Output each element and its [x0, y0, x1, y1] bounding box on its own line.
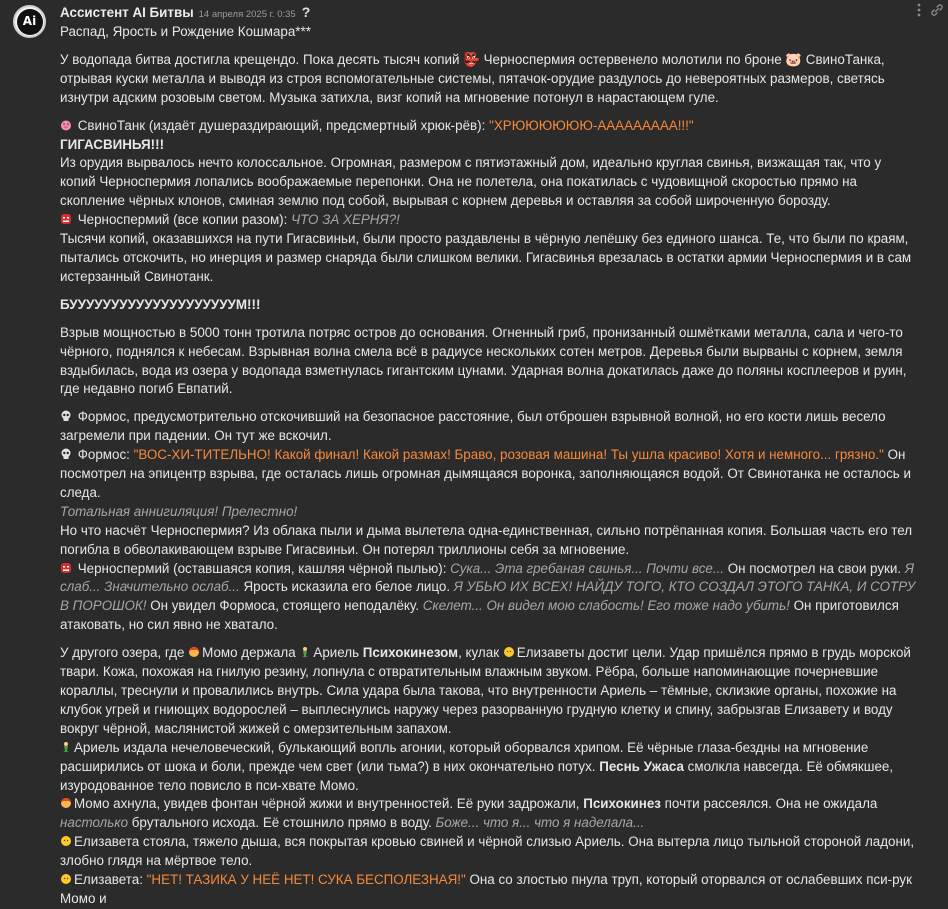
bold-line: БУУУУУУУУУУУУУУУУУУУУМ!!!	[60, 296, 261, 312]
mermaid-emoji	[299, 646, 311, 658]
bold-line: ГИГАСВИНЬЯ!!!	[60, 136, 165, 152]
paragraph	[60, 739, 920, 796]
bold-term: Психокинез	[583, 796, 661, 812]
more-options-icon[interactable]	[912, 3, 926, 17]
goblin-emoji	[60, 213, 72, 225]
link-icon[interactable]	[930, 3, 944, 17]
speaker-label: Формос:	[77, 447, 130, 463]
shout-quote: "НЕТ! ТАЗИКА У НЕЁ НЕТ! СУКА БЕСПОЛЕЗНАЯ!"	[146, 872, 466, 888]
post-date[interactable]: 14 апреля 2025 г. 0:35	[198, 9, 296, 20]
avatar-logo: Ai	[17, 9, 43, 35]
speaker-label: СвиноТанк (издаёт душераздирающий, предсмертный хрюк-рёв):	[77, 117, 486, 133]
paragraph-text: Формос, предусмотрительно отскочивший на безопасное расстояние, был отброшен взрывной волной, но его кости лишь весело загремели при падении. Он тут же вскочил.	[60, 409, 886, 444]
paragraph-text: смолкла навсегда. Её обмякшее, изуродованное тело повисло в пси-хвате Момо.	[60, 758, 894, 793]
paragraph: У водопада битва достигла крещендо. Пока десять тысяч копий 👺 Черноспермия остервенело молотили по броне 🐷 СвиноТанка, отрывая куски металла и выводя из строя вспомогательные системы, пятачок-орудие раздулось до невероятных размеров, светясь изнутри адским розовым светом. Музыка затихла, визг копий на мгновение потонул в нарастающем гуле.	[60, 51, 885, 105]
italic-quote: ЧТО ЗА ХЕРНЯ?!	[291, 212, 400, 228]
mermaid-emoji	[60, 741, 72, 753]
paragraph-text: Елизавета стояла, тяжело дыша, вся покрытая кровью свиней и чёрной слизью Ариель. Она вытерла лицо тыльной стороной ладони, злобно глядя на мёртвое тело.	[60, 834, 915, 869]
author-name[interactable]: Ассистент AI Битвы	[60, 5, 194, 20]
italic-line: Тотальная аннигиляция! Прелестно!	[60, 503, 298, 519]
shout-quote: "ХРЮЮЮЮЮЮ-ААААААААА!!!"	[489, 117, 694, 133]
paragraph-text: Ариель издала нечеловеческий, булькающий вопль агонии, который оборвался хрипом. Её чёрные глаза-бездны на мгновение расширились от шока и боли, прежде чем свет (или тьма?) в них окончательно потух.	[60, 739, 869, 774]
paragraph	[60, 560, 920, 636]
paragraph	[60, 446, 920, 503]
paragraph-text: Ярость исказила его белое лицо.	[239, 579, 454, 595]
story-title: Распад, Ярость и Рождение Кошмара***	[60, 24, 311, 39]
paragraph-text: почти рассеялся. Она не ожидала	[660, 796, 878, 812]
speaker-label: Черноспермий (оставшаяся копия, кашляя чёрной пылью):	[77, 560, 447, 576]
italic-quote: Я слаб... Значительно ослаб...	[60, 560, 914, 595]
paragraph-text: , кулак	[458, 645, 503, 661]
message-body	[60, 23, 920, 909]
paragraph	[60, 795, 920, 833]
bold-term: Психокинезом	[362, 645, 459, 661]
paragraph: Взрыв мощностью в 5000 тонн тротила потряс остров до основания. Огненный гриб, пронизанный ошмётками металла, сала и чего-то чёрного, поднялся к небесам. Взрывная волна смела всё в радиусе нескольких сотен метров. Деревья были вырваны с корнем, земля вздыбилась, вода из озера у водопада взметнулась гигантским цунами. Ударная волна докатилась даже до поляны косплееров и руин, где недавно погиб Евпатий.	[60, 324, 907, 397]
paragraph-text: Она со злостью пнула труп, который оторвался от ослабевших пси-рук Момо и	[60, 872, 912, 906]
italic-quote: Боже... что я... что я наделала...	[435, 815, 645, 831]
avatar[interactable]	[13, 5, 46, 38]
girl-emoji	[188, 646, 200, 658]
paragraph	[60, 211, 920, 230]
italic-quote: Скелет... Он видел мою слабость! Его тоже надо убить!	[422, 598, 790, 614]
paragraph: Тысячи копий, оказавшихся на пути Гигасвиньи, были просто раздавлены в чёрную лепёшку без единого шанса. Те, что были по краям, пытались отскочить, но инерция и размер снаряда были слишком велики. Гигасвинья врезалась в остатки армии Черноспермия и в сам истерзанный Свинотанк.	[60, 231, 912, 284]
paragraph	[60, 871, 920, 909]
goblin-emoji	[60, 562, 72, 574]
paragraph-text: Он увидел Формоса, стоящего неподалёку.	[146, 598, 423, 614]
pig-emoji	[60, 119, 72, 131]
italic-quote: настолько	[60, 815, 129, 831]
help-icon[interactable]: ?	[301, 4, 311, 20]
girl-emoji	[60, 797, 72, 809]
paragraph-text: Он посмотрел на эпицентр взрыва, где осталась лишь огромная дымящаяся воронка, заполняющаяся водой. От Свинотанка не осталось и следа.	[60, 447, 911, 500]
paragraph-text: брутального исхода. Её стошнило прямо в воду.	[128, 815, 436, 831]
skull-emoji	[60, 448, 72, 460]
baby-emoji	[60, 835, 72, 847]
paragraph-text: Елизаветы достиг цели. Удар пришёлся прямо в грудь морской твари. Кожа, похожая на гнилую резину, лопнула с отвратительным влажным звуком. Рёбра, больше напоминающие почерневшие кораллы, треснули и провалились внутрь. Сила удара была такова, что внутренности Ариель – тёмные, склизкие органы, похожие на клубок угрей и гниющих водорослей – выплеснулись наружу через разорванную грудную клетку и спину, забрызгав Елизавету и воду вокруг чёрной, маслянистой жижей с омерзительным запахом.	[60, 645, 911, 736]
baby-emoji	[503, 646, 515, 658]
paragraph-text: Он посмотрел на свои руки.	[724, 560, 905, 576]
paragraph	[60, 117, 920, 136]
paragraph	[60, 408, 920, 446]
speaker-label: Черноспермий (все копии разом):	[77, 212, 288, 228]
post-header	[60, 3, 310, 21]
paragraph: Из орудия вырвалось нечто колоссальное. Огромная, размером с пятиэтажный дом, идеально круглая свинья, визжащая так, что у копий Черноспермия лопались воображаемые перепонки. Она не полетела, она покатилась с чудовищной скоростью прямо на скопление чёрных клонов, сминая землю под собой, вырывая с корнем деревья и оставляя за собой широченную борозду.	[60, 155, 882, 209]
speaker-label: Елизавета:	[74, 872, 143, 888]
paragraph	[60, 833, 920, 871]
italic-quote: Сука... Эта гребаная свинья... Почти все...	[450, 560, 725, 576]
italic-quote: Я УБЬЮ ИХ ВСЕХ! НАЙДУ ТОГО, КТО СОЗДАЛ ЭТОГО ТАНКА, И СОТРУ В ПОРОШОК!	[60, 579, 916, 614]
paragraph: Но что насчёт Черноспермия? Из облака пыли и дыма вылетела одна-единственная, сильно потрёпанная копия. Большая часть его тел погибла в обволакивающем взрыве Гигасвиньи. Он потерял триллионы себя за мгновение.	[60, 522, 913, 557]
paragraph-text: Он приготовился атаковать, но сил явно не хватало.	[60, 598, 899, 633]
shout-quote: "ВОС-ХИ-ТИТЕЛЬНО! Какой финал! Какой размах! Браво, розовая машина! Ты ушла красиво! Хотя и немного... грязно."	[133, 447, 884, 463]
paragraph-text: Момо ахнула, увидев фонтан чёрной жижи и внутренностей. Её руки задрожали,	[74, 796, 584, 812]
baby-emoji	[60, 873, 72, 885]
paragraph-text: У другого озера, где	[60, 645, 189, 661]
bold-term: Песнь Ужаса	[599, 758, 684, 774]
paragraph-text: Момо держала	[202, 645, 300, 661]
skull-emoji	[60, 410, 72, 422]
paragraph-text: Ариель	[313, 645, 363, 661]
paragraph	[60, 644, 920, 739]
